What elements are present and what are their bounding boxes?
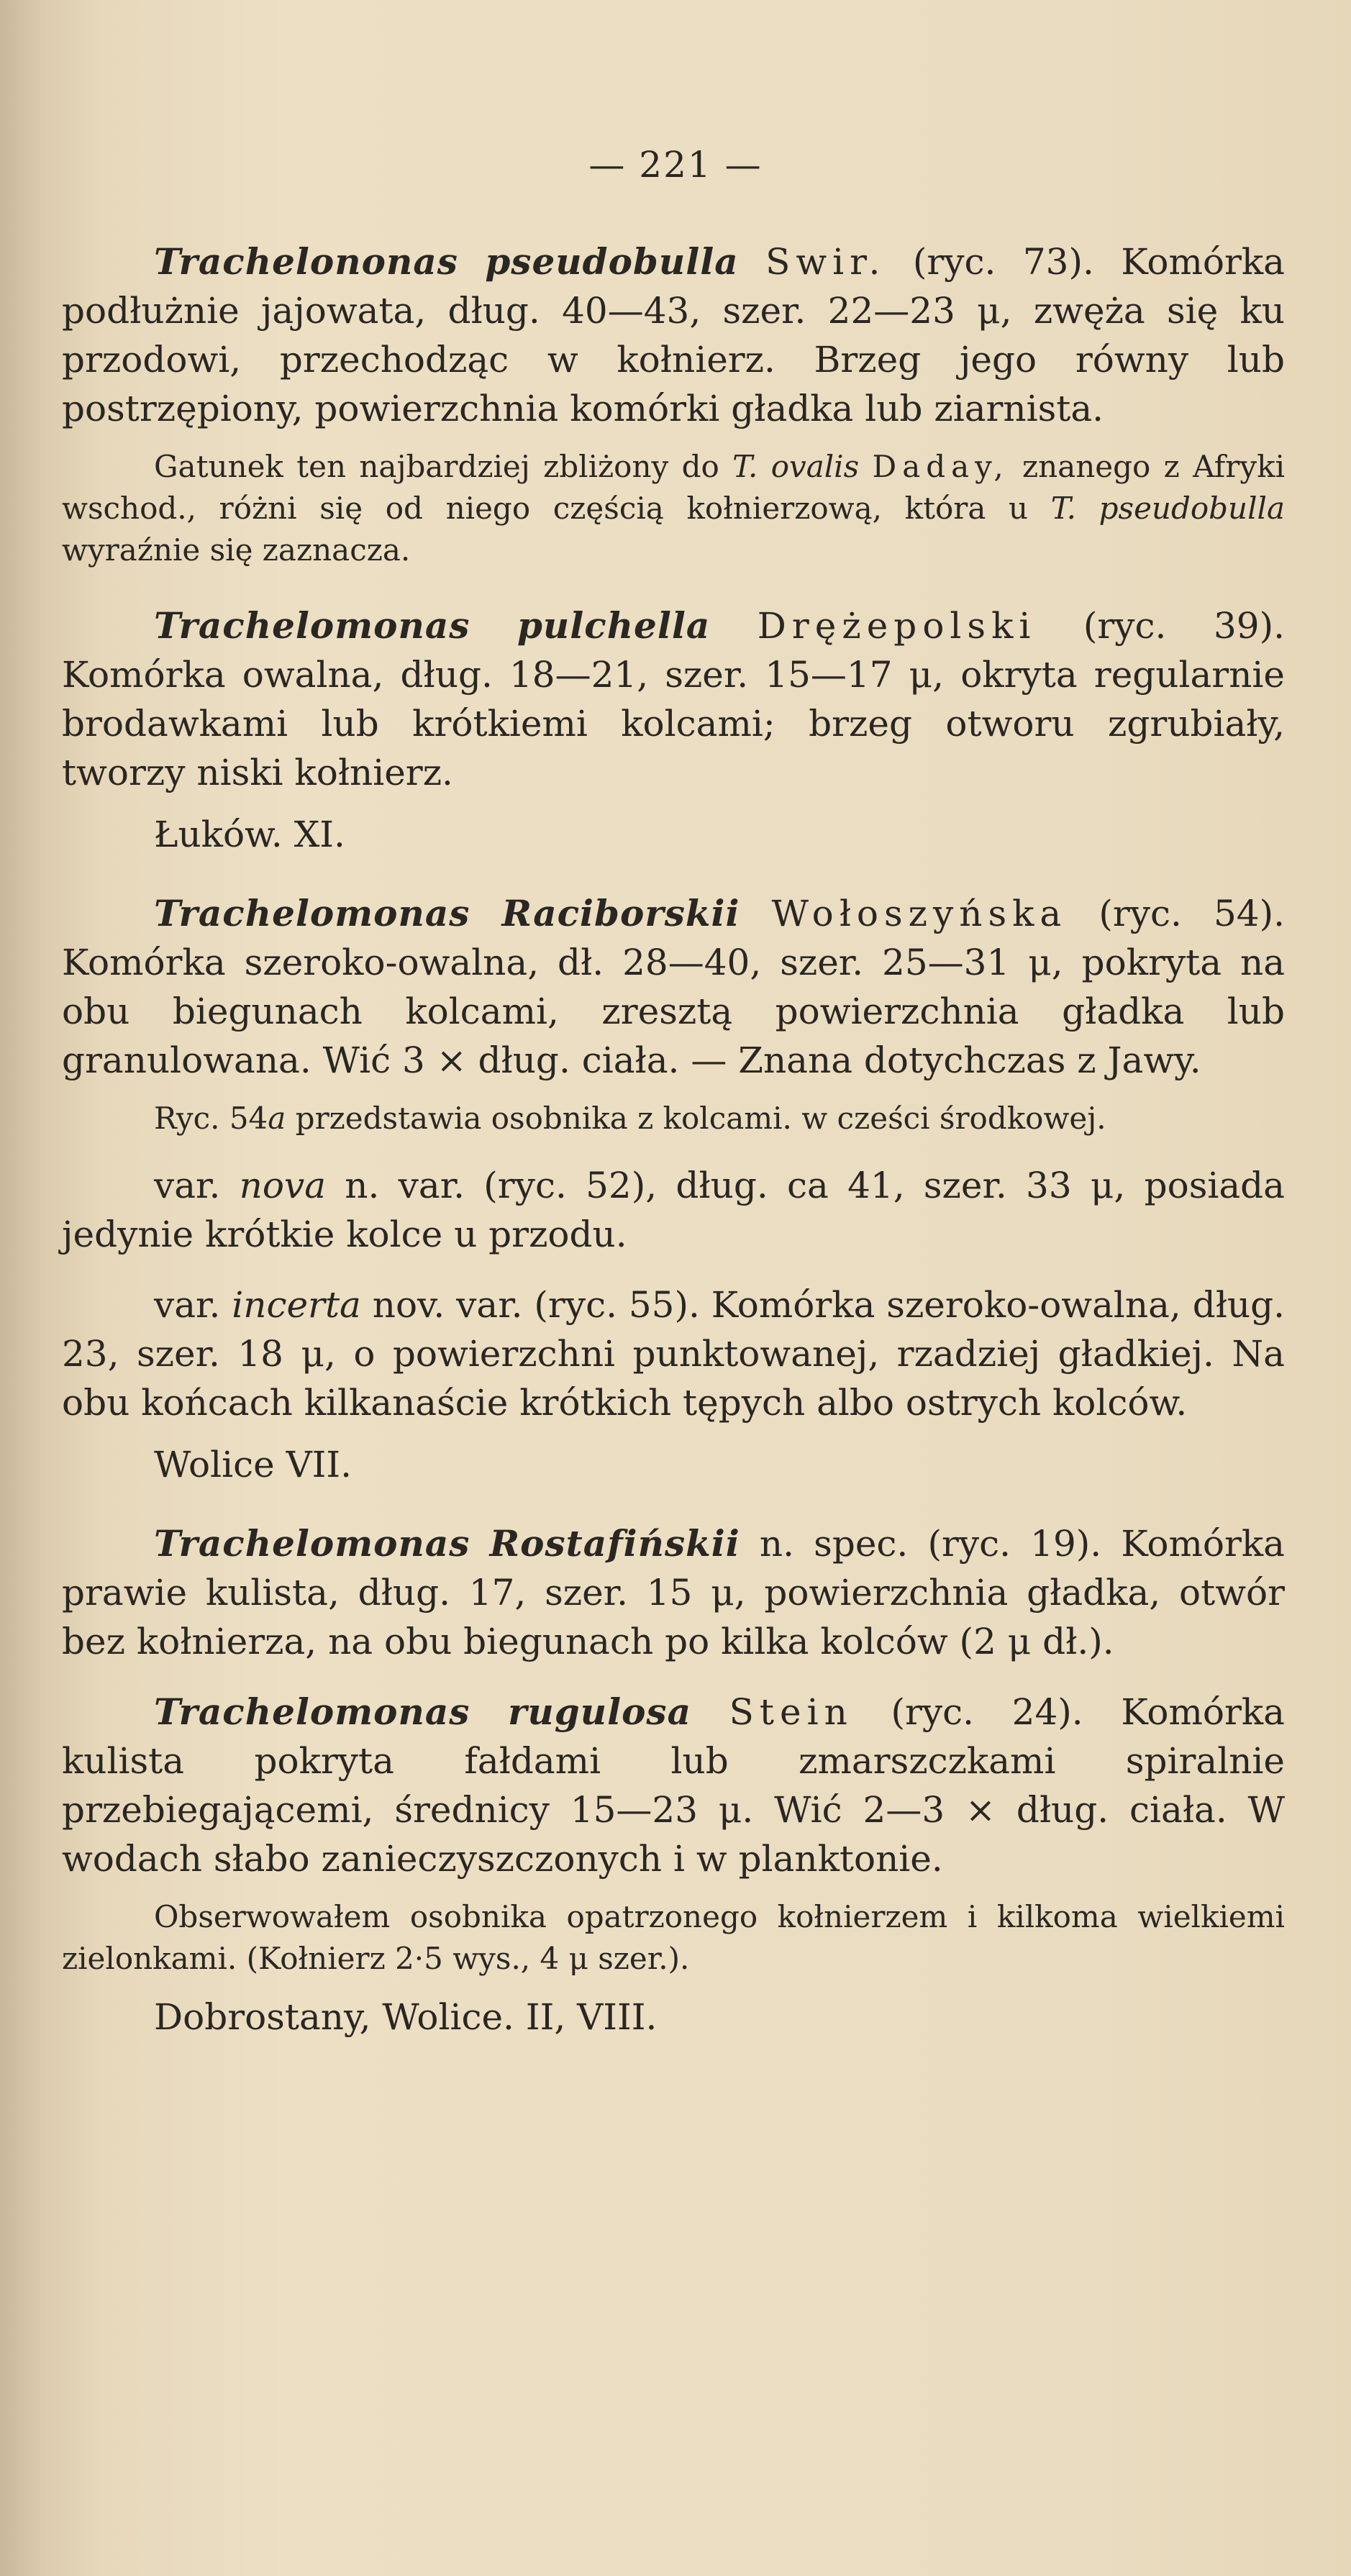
genus-name: Trachelomonas: [154, 1522, 470, 1565]
description-text: (ryc. 39). Komórka owalna, dług. 18—21, szer. 15—17 μ, okryta regularnie brodawkami lub krótkiemi kolcami; brzeg otworu zgrubiały, tworzy niski kołnierz.: [62, 605, 1285, 793]
variety-description: var. nova n. var. (ryc. 52), dług. ca 41, szer. 33 μ, posiada jedynie krótkie kolce u przodu.: [62, 1165, 1285, 1255]
author-name: Wołoszyńska: [771, 893, 1068, 934]
author-name: n. spec.: [759, 1523, 909, 1565]
species-description: [62, 601, 1285, 797]
description-text: (ryc. 73). Komórka podłużnie jajowata, dług. 40—43, szer. 22—23 μ, zwęża się ku przodowi, przechodząc w kołnierz. Brzeg jego równy lub postrzępiony, powierzchnia komórki gładka lub ziarnista.: [62, 241, 1285, 429]
author-name: Daday,: [872, 449, 1009, 484]
figure-note: Ryc. 54a przedstawia osobnika z kolcami. w cześci środkowej.: [154, 1101, 1106, 1136]
variety-description: var. incerta nov. var. (ryc. 55). Komórka szeroko-owalna, dług. 23, szer. 18 μ, o powierzchni punktowanej, rzadziej gładkiej. Na obu końcach kilkanaście krótkich tępych albo ostrych kolców.: [62, 1284, 1286, 1424]
species-name: pseudobulla: [485, 240, 739, 283]
locality: Łuków. XI.: [154, 814, 345, 855]
species-name: rugulosa: [508, 1690, 691, 1733]
author-name: Swir.: [765, 241, 886, 283]
species-entry: [62, 601, 1285, 859]
species-description: [62, 1519, 1285, 1666]
locality: Dobrostany, Wolice. II, VIII.: [154, 1996, 658, 2038]
description-text: (ryc. 54). Komórka szeroko-owalna, dł. 28—40, szer. 25—31 μ, pokryta na obu biegunach kolcami, zresztą powierzchnia gładka lub granulowana. Wić 3 × dług. ciała. — Znana dotychczas z Jawy.: [62, 893, 1285, 1081]
species-entry: [62, 1519, 1285, 1666]
variety-name: nova: [239, 1165, 327, 1206]
taxon-reference: T. ovalis: [732, 449, 860, 484]
species-name: pulchella: [517, 604, 711, 647]
species-name: Rostafińskii: [489, 1522, 740, 1565]
species-entry: [62, 1688, 1285, 2042]
species-entry: [62, 237, 1285, 571]
taxon-reference: T. pseudobulla: [1050, 491, 1285, 526]
species-note: Obserwowałem osobnika opatrzonego kołnierzem i kilkoma wielkiemi zielonkami. (Kołnierz 2·5 wys., 4 μ szer.).: [62, 1899, 1285, 1976]
species-description: [62, 237, 1285, 433]
genus-name: Trachelomonas: [154, 892, 470, 934]
genus-name: Trachelomonas: [154, 604, 470, 647]
species-description: [62, 1688, 1285, 1883]
author-name: Stein: [729, 1691, 853, 1733]
text-column: [62, 237, 1285, 2042]
locality: Wolice VII.: [154, 1444, 352, 1485]
species-entry: [62, 889, 1285, 1489]
variety-name: incerta: [232, 1284, 361, 1326]
genus-name: Trachelomonas: [154, 1690, 470, 1733]
genus-name: Trachelononas: [154, 240, 458, 283]
description-text: (ryc. 19). Komórka prawie kulista, dług. 17, szer. 15 μ, powierzchnia gładka, otwór bez kołnierza, na obu biegunach po kilka kolców (2 μ dł.).: [62, 1523, 1285, 1662]
author-name: Drężepolski: [757, 605, 1037, 647]
species-name: Raciborskii: [501, 892, 740, 934]
description-text: (ryc. 24). Komórka kulista pokryta fałdami lub zmarszczkami spiralnie przebiegającemi, średnicy 15—23 μ. Wić 2—3 × dług. ciała. W wodach słabo zanieczyszczonych i w planktonie.: [62, 1691, 1285, 1880]
species-description: [62, 889, 1285, 1085]
species-note: Gatunek ten najbardziej zbliżony do T. ovalis Daday, znanego z Afryki wschod., różni się od niego częścią kołnierzową, która u T. pseudobulla wyraźnie się zaznacza.: [62, 449, 1285, 568]
page-number: — 221 —: [588, 144, 763, 186]
